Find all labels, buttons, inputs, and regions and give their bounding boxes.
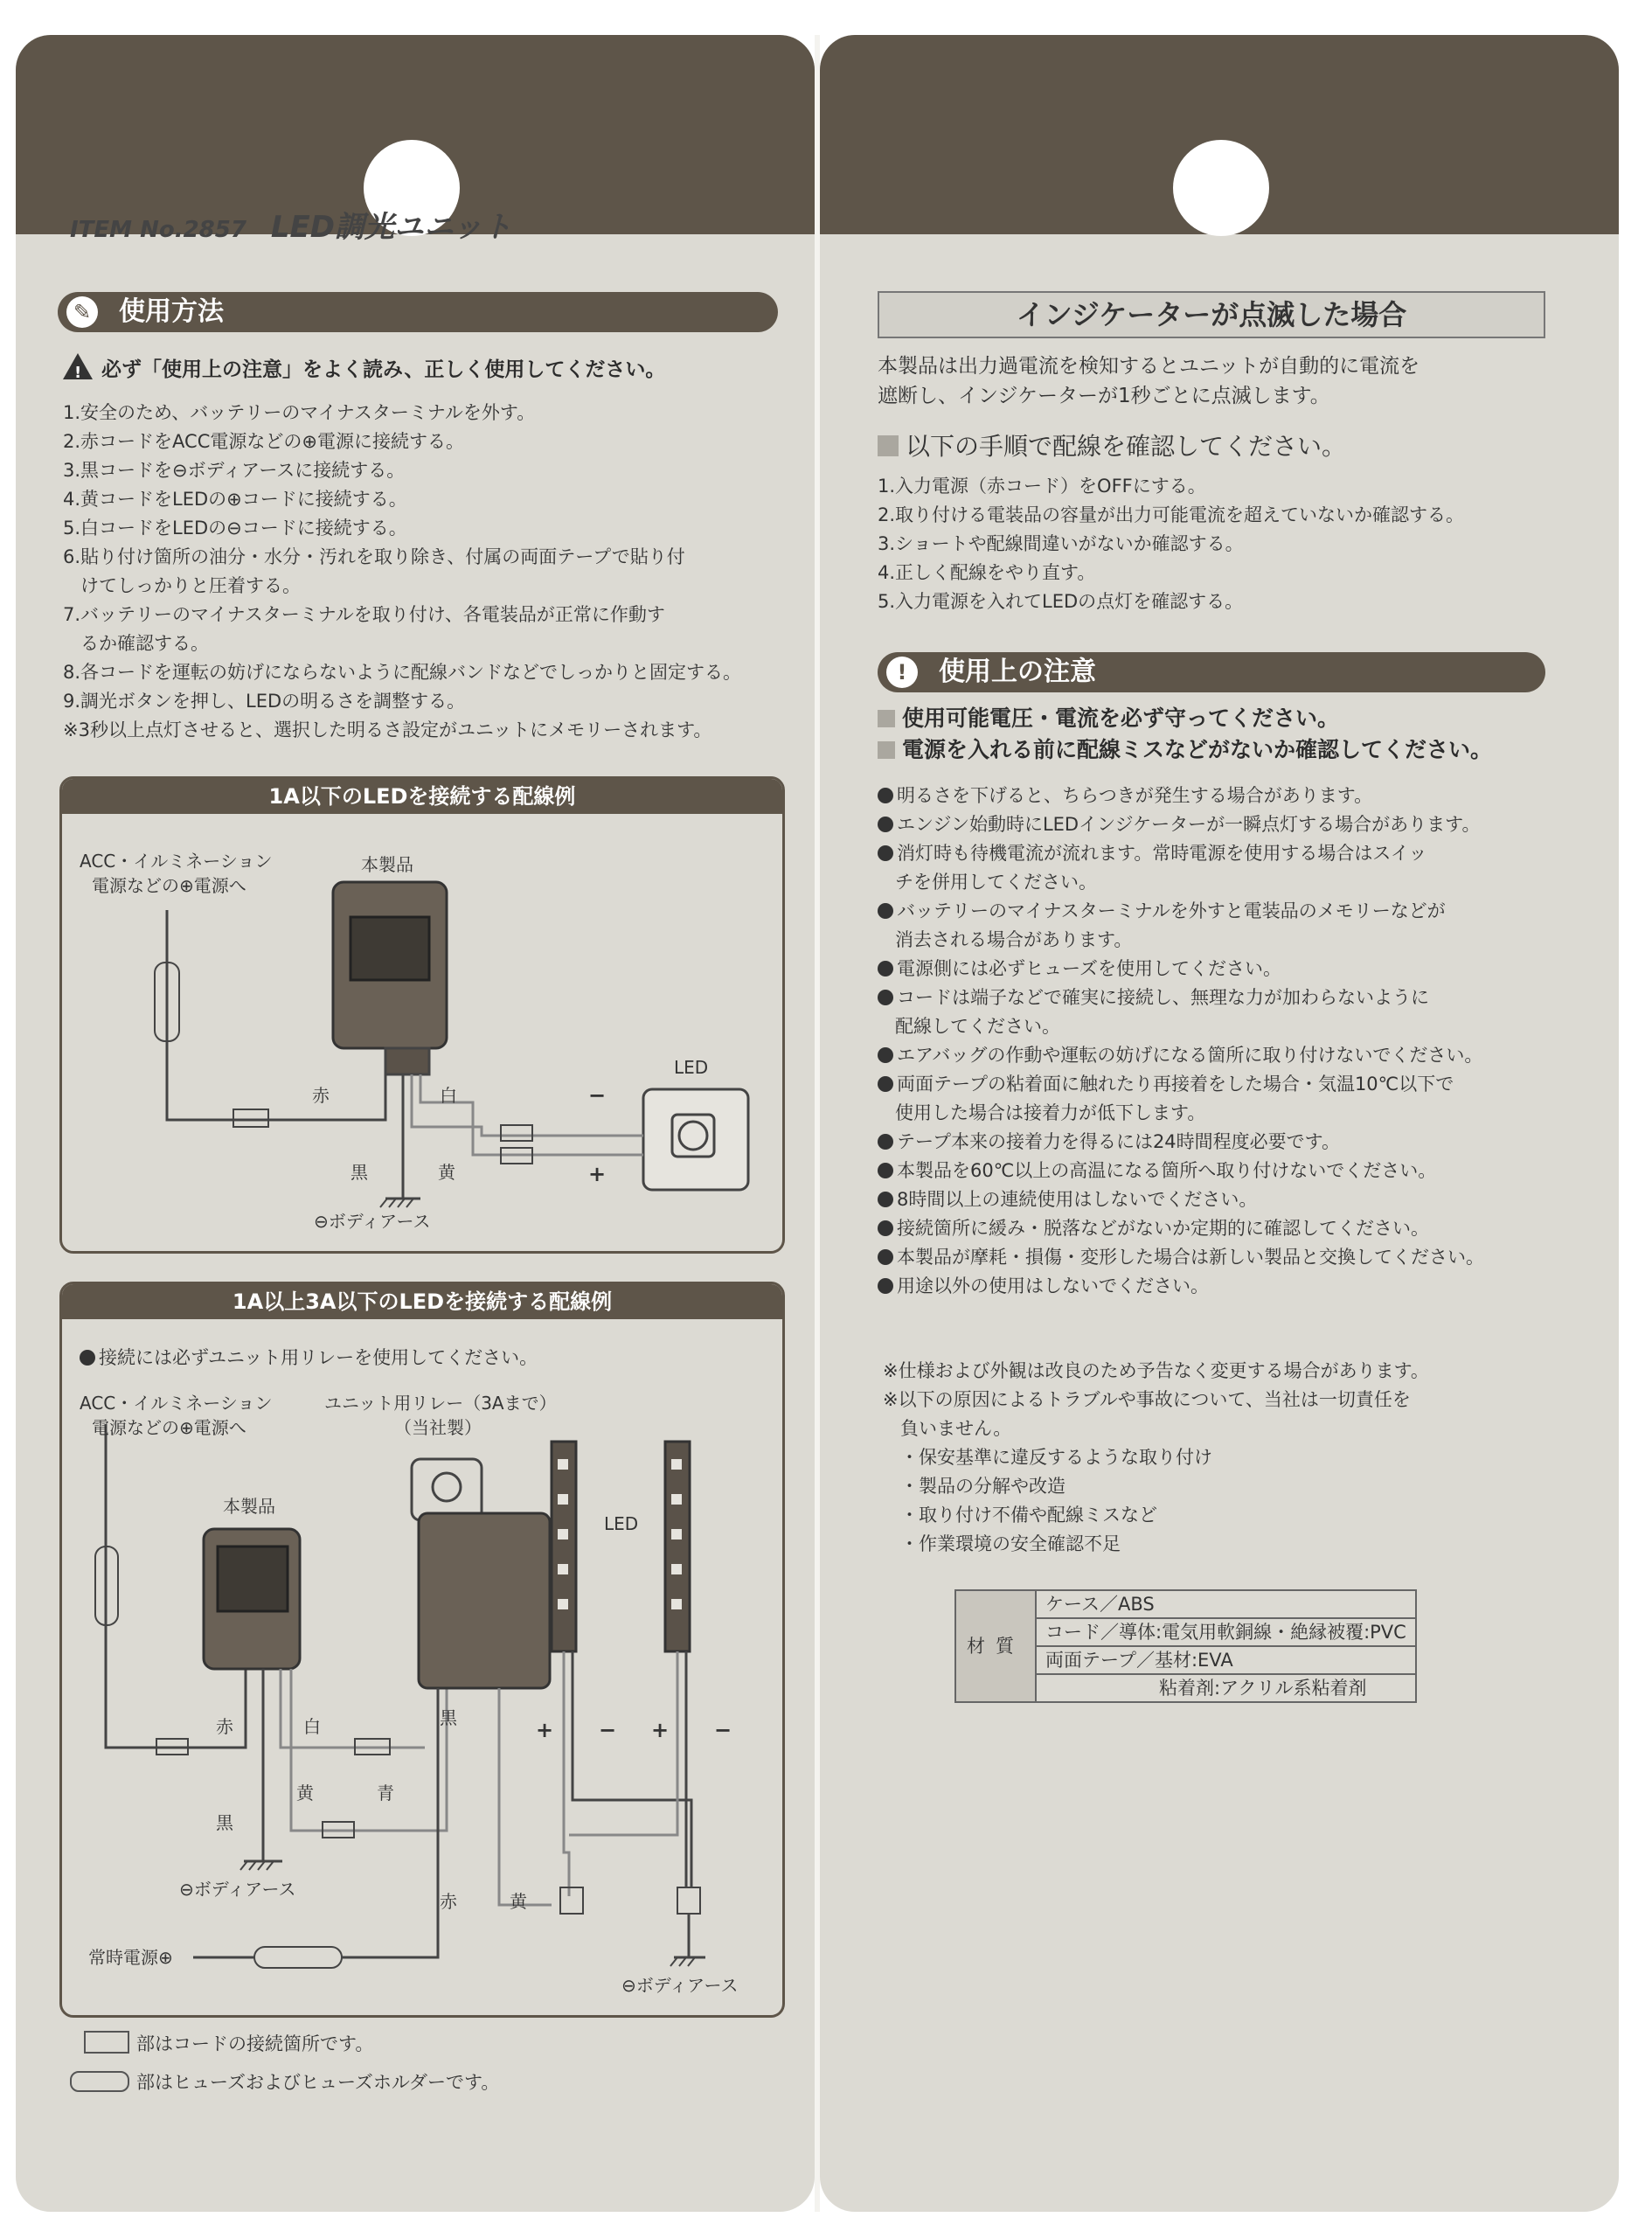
caution-text: 明るさを下げると、ちらつきが発生する場合があります。 — [897, 785, 1373, 806]
diagram1-plus-label: + — [588, 1162, 607, 1186]
diagram1-earth-label: ⊖ボディアース — [314, 1211, 431, 1232]
relay-label-line: ユニット用リレー（3Aまで） — [324, 1393, 557, 1414]
materials-case: ケース／ABS — [1036, 1590, 1416, 1618]
usage-step: 3.黒コードを⊖ボディアースに接続する。 — [63, 460, 406, 481]
usage-step: 1.安全のため、バッテリーのマイナスターミナルを外す。 — [63, 402, 536, 423]
usage-heading-bar — [58, 292, 778, 332]
indicator-step: 5.入力電源を入れてLEDの点灯を確認する。 — [878, 591, 1244, 612]
bullet-dot — [878, 817, 893, 832]
diagram2-black-label: 黒 — [440, 1707, 457, 1728]
caution-text: バッテリーのマイナスターミナルを外すと電装品のメモリーなどが — [897, 900, 1446, 921]
caution-text: 本製品が摩耗・損傷・変形した場合は新しい製品と交換してください。 — [897, 1247, 1484, 1268]
caution-text: エアバッグの作動や運転の妨げになる箇所に取り付けないでください。 — [897, 1045, 1483, 1066]
usage-step: けてしっかりと圧着する。 — [63, 575, 302, 596]
materials-tape-adhesive: 粘着剤:アクリル系粘着剤 — [1036, 1674, 1416, 1702]
wiring-diagram-3a — [59, 1282, 785, 2018]
caution-text: 使用した場合は接着力が低下します。 — [878, 1102, 1206, 1123]
materials-label: 材質 — [955, 1590, 1036, 1702]
caution-text: 両面テープの粘着面に触れたり再接着をした場合・気温10℃以下で — [897, 1074, 1454, 1095]
diagram2-notice-text: 接続には必ずユニット用リレーを使用してください。 — [99, 1347, 538, 1368]
caution-text: 本製品を60℃以上の高温になる箇所へ取り付けないでください。 — [897, 1160, 1437, 1181]
bullet-dot — [878, 1192, 893, 1207]
diagram2-white-label: 白 — [303, 1716, 321, 1737]
legend-connection-text: 部はコードの接続箇所です。 — [136, 2033, 374, 2054]
caution-text: エンジン始動時にLEDインジケーターが一瞬点灯する場合があります。 — [897, 814, 1481, 835]
usage-step: ※3秒以上点灯させると、選択した明るさ設定がユニットにメモリーされます。 — [63, 719, 712, 740]
caution-item — [878, 839, 1484, 868]
warning-icon — [63, 353, 93, 379]
indicator-step: 3.ショートや配線間違いがないか確認する。 — [878, 533, 1244, 554]
usage-warning-text: 必ず「使用上の注意」をよく読み、正しく使用してください。 — [101, 358, 666, 381]
caution-item — [878, 1214, 1484, 1243]
caution-item — [878, 1099, 1484, 1128]
diagram1-power-label — [80, 849, 272, 898]
caution-item — [878, 926, 1484, 955]
caution-item — [878, 782, 1484, 810]
bullet-dot — [878, 903, 893, 919]
product-name: LED調光ユニット — [270, 210, 512, 245]
usage-step: 4.黄コードをLEDの⊕コードに接続する。 — [63, 489, 407, 510]
bullet-dot — [878, 1249, 893, 1265]
caution-heading: 使用上の注意 — [939, 657, 1096, 687]
diagram2-plus-2: + — [651, 1718, 670, 1742]
caution-important-line — [878, 734, 1492, 766]
diagram2-unit-label: 本製品 — [223, 1496, 275, 1517]
important-2: 電源を入れる前に配線ミスなどがないか確認してください。 — [902, 737, 1493, 762]
diagram2-black-label-2: 黒 — [216, 1812, 233, 1833]
usage-step: 7.バッテリーのマイナスターミナルを取り付け、各電装品が正常に作動す — [63, 604, 665, 625]
caution-text: 消灯時も待機電流が流れます。常時電源を使用する場合はスイッ — [897, 843, 1427, 864]
diagram1-minus-label: − — [588, 1083, 607, 1108]
legend-connection — [84, 2030, 373, 2059]
caution-item — [878, 983, 1484, 1012]
wiring-diagram-1a — [59, 776, 785, 1254]
item-number: ITEM No.2857 — [70, 217, 246, 243]
usage-step: 2.赤コードをACC電源などの⊕電源に接続する。 — [63, 431, 464, 452]
usage-step: 5.白コードをLEDの⊖コードに接続する。 — [63, 518, 407, 539]
wrench-icon: ✎ — [66, 296, 98, 328]
important-1: 使用可能電圧・電流を必ず守ってください。 — [902, 705, 1340, 731]
note-line: ・取り付け不備や配線ミスなど — [883, 1505, 1158, 1526]
note-line: ・保安基準に違反するような取り付け — [883, 1447, 1213, 1468]
notes — [883, 1357, 1429, 1559]
legend-fuse — [70, 2068, 499, 2097]
caution-text: 8時間以上の連続使用はしないでください。 — [897, 1189, 1258, 1210]
diagram1-yellow-label: 黄 — [438, 1162, 455, 1183]
diagram2-plus-1: + — [536, 1718, 554, 1742]
caution-list — [878, 782, 1484, 1301]
usage-step: 6.貼り付け箇所の油分・水分・汚れを取り除き、付属の両面テープで貼り付 — [63, 546, 685, 567]
note-line: ※以下の原因によるトラブルや事故について、当社は一切責任を — [883, 1389, 1411, 1410]
diagram2-yellow-label: 黄 — [296, 1783, 314, 1804]
caution-text: 用途以外の使用はしないでください。 — [897, 1275, 1209, 1296]
caution-item — [878, 810, 1484, 839]
bullet-dot — [878, 1047, 893, 1063]
indicator-check-heading — [878, 432, 1346, 461]
usage-steps — [63, 399, 741, 745]
diagram1-unit-label: 本製品 — [361, 854, 413, 875]
caution-text: 電源側には必ずヒューズを使用してください。 — [897, 958, 1281, 979]
diagram2-relay-label — [324, 1391, 557, 1440]
caution-item — [878, 1070, 1484, 1099]
bullet-dot — [878, 990, 893, 1005]
caution-item — [878, 1012, 1484, 1041]
bullet-dot — [878, 1134, 893, 1150]
check-heading-text: 以下の手順で配線を確認してください。 — [906, 432, 1347, 461]
power-label-line: 電源などの⊕電源へ — [92, 875, 246, 896]
bullet-dot — [878, 845, 893, 861]
power-label-line: ACC・イルミネーション — [80, 851, 273, 872]
diagram2-minus-1: − — [599, 1718, 617, 1742]
caution-important-line — [878, 703, 1492, 734]
caution-item — [878, 955, 1484, 983]
usage-heading: 使用方法 — [119, 296, 224, 327]
diagram2-notice — [80, 1344, 538, 1373]
indicator-step: 1.入力電源（赤コード）をOFFにする。 — [878, 476, 1206, 497]
connection-swatch — [84, 2031, 129, 2054]
relay-label-line: （当社製） — [394, 1417, 482, 1438]
indicator-heading-box: インジケーターが点滅した場合 — [878, 291, 1545, 338]
diagram1-title: 1A以下のLEDを接続する配線例 — [62, 779, 782, 814]
bullet-square — [878, 435, 899, 456]
bullet-dot — [878, 1278, 893, 1294]
diagram1-white-label: 白 — [440, 1085, 457, 1106]
caution-item — [878, 897, 1484, 926]
diagram1-red-label: 赤 — [312, 1085, 330, 1106]
diagram2-blue-label: 青 — [377, 1783, 394, 1804]
diagram2-red-label-2: 赤 — [440, 1891, 457, 1912]
caution-text: テープ本来の接着力を得るには24時間程度必要です。 — [897, 1131, 1340, 1152]
materials-tape-base: 両面テープ／基材:EVA — [1036, 1646, 1416, 1674]
diagram2-earth-left: ⊖ボディアース — [179, 1879, 296, 1900]
diagram2-power-label — [80, 1391, 272, 1440]
usage-warning — [63, 353, 665, 385]
diagram2-minus-2: − — [714, 1718, 732, 1742]
caution-text: 接続箇所に緩み・脱落などがないか定期的に確認してください。 — [897, 1218, 1429, 1239]
bullet-dot — [878, 788, 893, 803]
exclamation-icon: ! — [886, 657, 918, 688]
usage-step: 9.調光ボタンを押し、LEDの明るさを調整する。 — [63, 691, 466, 712]
diagram2-red-label: 赤 — [216, 1716, 233, 1737]
usage-step: るか確認する。 — [63, 633, 210, 654]
bullet-dot — [878, 1163, 893, 1178]
indicator-desc-line: 本製品は出力過電流を検知するとユニットが自動的に電流を — [878, 355, 1420, 378]
caution-item — [878, 1185, 1484, 1214]
note-line: ・作業環境の安全確認不足 — [883, 1533, 1121, 1554]
caution-text: 配線してください。 — [878, 1016, 1061, 1037]
caution-text: 消去される場合があります。 — [878, 929, 1133, 950]
indicator-desc-line: 遮断し、インジケーターが1秒ごとに点滅します。 — [878, 385, 1330, 407]
legend-fuse-text: 部はヒューズおよびヒューズホルダーです。 — [136, 2072, 500, 2093]
hang-hole-right — [1173, 140, 1269, 236]
fuse-swatch — [70, 2071, 129, 2092]
diagram2-constant-power: 常時電源⊕ — [88, 1947, 173, 1968]
diagram2-earth-right: ⊖ボディアース — [621, 1975, 739, 1996]
caution-item — [878, 868, 1484, 897]
power-label-line: ACC・イルミネーション — [80, 1393, 273, 1414]
usage-step: 8.各コードを運転の妨げにならないように配線バンドなどでしっかりと固定する。 — [63, 662, 742, 683]
power-label-line: 電源などの⊕電源へ — [92, 1417, 246, 1438]
caution-item — [878, 1128, 1484, 1157]
notice-icon — [80, 1350, 95, 1366]
caution-important — [878, 703, 1492, 766]
caution-item — [878, 1243, 1484, 1272]
caution-item — [878, 1041, 1484, 1070]
caution-item — [878, 1157, 1484, 1185]
bullet-dot — [878, 1076, 893, 1092]
product-title — [70, 203, 512, 246]
materials-table — [954, 1589, 1417, 1703]
indicator-steps — [878, 472, 1464, 616]
diagram1-led-label: LED — [674, 1057, 709, 1078]
note-line: 負いません。 — [883, 1418, 1012, 1439]
caution-text: チを併用してください。 — [878, 872, 1098, 893]
indicator-step: 2.取り付ける電装品の容量が出力可能電流を超えていないか確認する。 — [878, 504, 1465, 525]
caution-text: コードは端子などで確実に接続し、無理な力が加わらないように — [897, 987, 1429, 1008]
caution-heading-bar — [878, 652, 1545, 692]
indicator-description — [878, 351, 1419, 411]
note-line: ※仕様および外観は改良のため予告なく変更する場合があります。 — [883, 1360, 1429, 1381]
materials-cord: コード／導体:電気用軟銅線・絶縁被覆:PVC — [1036, 1618, 1416, 1646]
diagram2-title: 1A以上3A以下のLEDを接続する配線例 — [62, 1284, 782, 1319]
indicator-step: 4.正しく配線をやり直す。 — [878, 562, 1096, 583]
bullet-square — [878, 741, 895, 759]
bullet-dot — [878, 1220, 893, 1236]
diagram1-black-label: 黒 — [351, 1162, 368, 1183]
diagram2-yellow-label-2: 黄 — [510, 1891, 527, 1912]
caution-item — [878, 1272, 1484, 1301]
diagram2-led-label: LED — [604, 1513, 639, 1534]
bullet-dot — [878, 961, 893, 977]
note-line: ・製品の分解や改造 — [883, 1476, 1066, 1497]
bullet-square — [878, 710, 895, 727]
